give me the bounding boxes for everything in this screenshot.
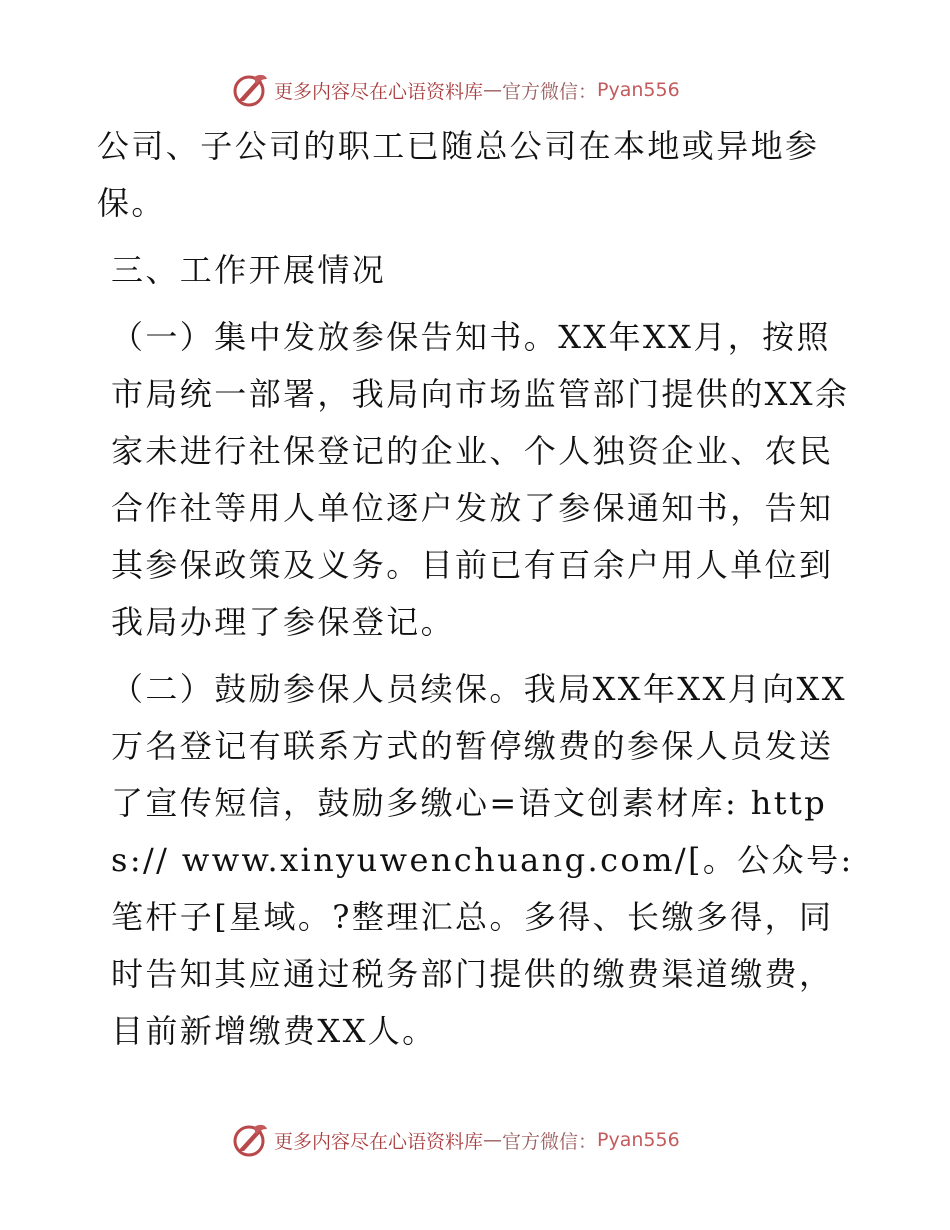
banner-dash: —: [483, 79, 503, 101]
quill-logo-icon: [232, 71, 270, 109]
banner-dash: —: [483, 1129, 503, 1151]
quill-logo-icon: [232, 1121, 270, 1159]
section-heading-three: 三、工作开展情况: [111, 251, 387, 289]
document-body: [97, 118, 857, 1060]
banner-wechat-id: Pyan556: [597, 79, 680, 101]
banner-main-text: 更多内容尽在心语资料库: [274, 80, 484, 103]
header-watermark-banner: [232, 70, 680, 110]
banner-main-text: 更多内容尽在心语资料库: [274, 1130, 484, 1153]
paragraph-two: （二）鼓励参保人员续保。我局XX年XX月向XX万名登记有联系方式的暂停缴费的参保人员发送了宣传短信，鼓励多缴心=语文创素材库: https:// www.xinyuwenchuang.com/[。公众号: 笔杆子[星域。?整理汇总。多得、长缴多得，同时告知其应通过税务部门提供的缴费渠道缴费，目前新增缴费XX人。: [111, 670, 854, 1050]
banner-wechat-id: Pyan556: [597, 1129, 680, 1151]
footer-watermark-banner: [232, 1120, 680, 1160]
paragraph-one: （一）集中发放参保告知书。XX年XX月，按照市局统一部署，我局向市场监管部门提供的XX余家未进行社保登记的企业、个人独资企业、农民合作社等用人单位逐户发放了参保通知书，告知其参保政策及义务。目前已有百余户用人单位到我局办理了参保登记。: [111, 318, 850, 641]
banner-sub-text: 官方微信：: [502, 80, 598, 103]
paragraph-intro: 公司、子公司的职工已随总公司在本地或异地参保。: [97, 127, 820, 222]
banner-sub-text: 官方微信：: [502, 1130, 598, 1153]
